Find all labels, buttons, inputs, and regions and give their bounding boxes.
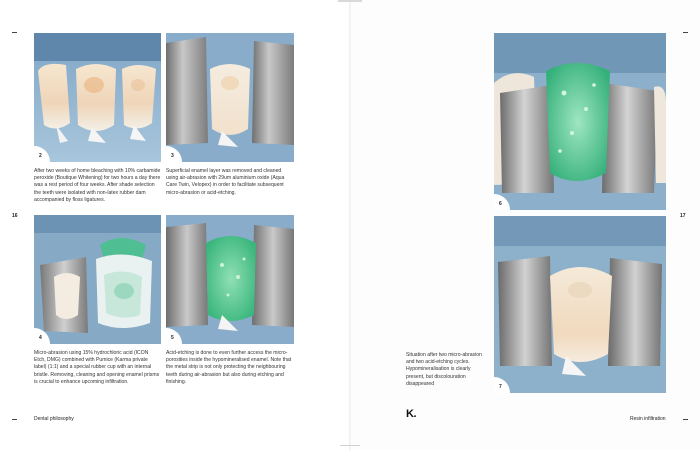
figure-4-photo bbox=[34, 215, 161, 344]
page-number-right: 17 bbox=[680, 213, 686, 219]
figure-2-number: 2 bbox=[34, 146, 50, 162]
figure-3-number: 3 bbox=[166, 146, 182, 162]
figure-7-number: 7 bbox=[494, 377, 510, 393]
crop-tick bbox=[683, 419, 688, 420]
top-binding-mark bbox=[338, 0, 362, 2]
page-spine bbox=[349, 0, 351, 450]
footer-right-title: Resin infiltration bbox=[630, 416, 666, 422]
figure-3-photo bbox=[166, 33, 294, 162]
figure-5-number: 5 bbox=[166, 328, 182, 344]
figure-3-caption: Superficial enamel layer was removed and cleaned using air-abrasion with 29um aluminium oxide (Aqua Care Twin, Velopex) in order to facilitate subsequent micro-abrasion or acid-etching. bbox=[166, 168, 285, 196]
page-number-left: 16 bbox=[12, 213, 18, 219]
publisher-logo: K. bbox=[406, 408, 416, 420]
figure-2-caption: After two weeks of home bleaching with 10% carbamide peroxide (Boutique Whitening) for two hours a day there was a rest period of four weeks. After shade selection the teeth were isolated with non-latex rubber dam accompanied by floss ligatures. bbox=[34, 168, 161, 203]
figure-7-photo bbox=[494, 216, 666, 393]
figure-6-number: 6 bbox=[494, 194, 510, 210]
bottom-binding-mark bbox=[340, 445, 360, 446]
figure-2-photo bbox=[34, 33, 161, 162]
crop-tick bbox=[683, 32, 688, 33]
figure-6-photo bbox=[494, 33, 666, 210]
crop-tick bbox=[12, 419, 17, 420]
figure-5-photo bbox=[166, 215, 294, 344]
figure-4-caption: Micro-abrasion using 15% hydrochloric acid (ICON Etch, DMG) combined with Pumice (Karma private label) (1:1) and a special rubber cup with an internal bristle. Removing, cleaning and opening enamel prisms is crucial to enhance upcoming infiltration. bbox=[34, 350, 160, 385]
footer-left-title: Dental philosophy bbox=[34, 416, 74, 422]
figure-4-number: 4 bbox=[34, 328, 50, 344]
figure-5-caption: Acid-etching is done to even further access the micro-porosities inside the hypomineralised enamel. Note that the metal strip is not only protecting the neighbouring teeth during air-abrasion but also during etching and finishing. bbox=[166, 350, 292, 385]
crop-tick bbox=[12, 32, 17, 33]
figure-7-caption: Situation after two micro-abrasion and two acid-etching cycles. Hypomineralisation is clearly present, but discolouration disappeared bbox=[406, 352, 482, 387]
